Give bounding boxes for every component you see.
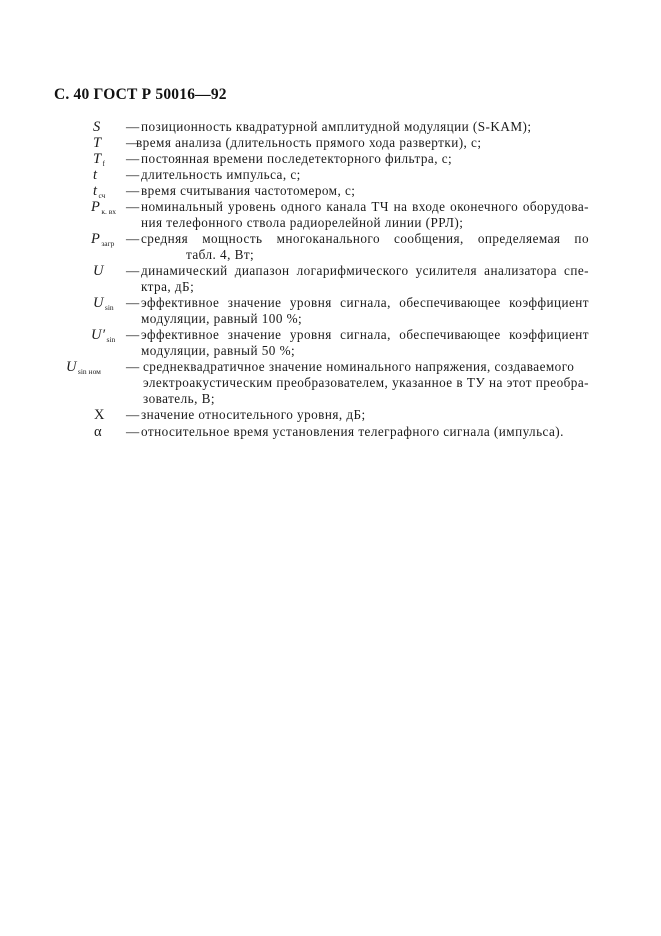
symbol: $U_{sin}$ bbox=[93, 295, 114, 312]
symbol: $P_{загр}$ bbox=[91, 231, 115, 248]
definition-text: длительность импульса, с; bbox=[141, 167, 301, 182]
dash: — bbox=[126, 199, 140, 214]
definition-text: ния телефонного ствола радиорелейной линии (РРЛ); bbox=[141, 215, 464, 230]
dash: — bbox=[126, 424, 140, 439]
dash: — bbox=[126, 135, 140, 150]
symbol: t bbox=[93, 167, 98, 183]
symbol: S bbox=[93, 119, 101, 135]
definition-text: время анализа (длительность прямого хода развертки), с; bbox=[136, 135, 482, 150]
definition-text: электроакустическим преобразователем, указанное в ТУ на этот преобра- bbox=[143, 375, 589, 390]
symbol: X bbox=[94, 407, 105, 423]
symbol: $U'_{sin}$ bbox=[91, 327, 116, 344]
symbol: U bbox=[93, 263, 104, 279]
definition-text: табл. 4, Вт; bbox=[186, 247, 255, 262]
definition-text: ктра, дБ; bbox=[141, 279, 195, 294]
dash: — bbox=[126, 407, 140, 422]
symbol: $T_f$ bbox=[93, 151, 106, 168]
definition-text: постоянная времени последетекторного фильтра, с; bbox=[141, 151, 453, 166]
symbol: α bbox=[94, 424, 103, 440]
definition-text: позиционность квадратурной амплитудной модуляции (S-KAM); bbox=[141, 119, 532, 134]
definition-text: среднеквадратичное значение номинального напряжения, создаваемого bbox=[143, 359, 575, 374]
symbol: T bbox=[93, 135, 102, 151]
symbol: $t_{сч}$ bbox=[93, 183, 106, 200]
definition-text: модуляции, равный 100 %; bbox=[141, 311, 303, 326]
dash: — bbox=[126, 119, 140, 134]
dash: — bbox=[126, 295, 140, 310]
definition-text: динамический диапазон логарифмического усилителя анализатора спе- bbox=[141, 263, 589, 278]
dash: — bbox=[126, 151, 140, 166]
definition-text: зователь, В; bbox=[143, 391, 215, 406]
definition-text: эффективное значение уровня сигнала, обеспечивающее коэффициент bbox=[141, 295, 589, 310]
definition-text: средняя мощность многоканального сообщения, определяемая по bbox=[141, 231, 589, 246]
definition-text: эффективное значение уровня сигнала, обеспечивающее коэффициент bbox=[141, 327, 589, 342]
definition-text: номинальный уровень одного канала ТЧ на входе оконечного оборудова- bbox=[141, 199, 589, 214]
definition-text: время считывания частотомером, с; bbox=[141, 183, 356, 198]
definition-text: относительное время установления телеграфного сигнала (импульса). bbox=[141, 424, 564, 439]
dash: — bbox=[126, 359, 140, 374]
dash: — bbox=[126, 327, 140, 342]
dash: — bbox=[126, 263, 140, 278]
dash: — bbox=[126, 231, 140, 246]
symbol: $U_{sin ном}$ bbox=[66, 359, 101, 376]
dash: — bbox=[126, 183, 140, 198]
symbol: $P_{к. вх}$ bbox=[91, 199, 116, 216]
page-header: С. 40 ГОСТ Р 50016—92 bbox=[54, 86, 227, 103]
definition-text: значение относительного уровня, дБ; bbox=[141, 407, 366, 422]
definition-text: модуляции, равный 50 %; bbox=[141, 343, 296, 358]
dash: — bbox=[126, 167, 140, 182]
